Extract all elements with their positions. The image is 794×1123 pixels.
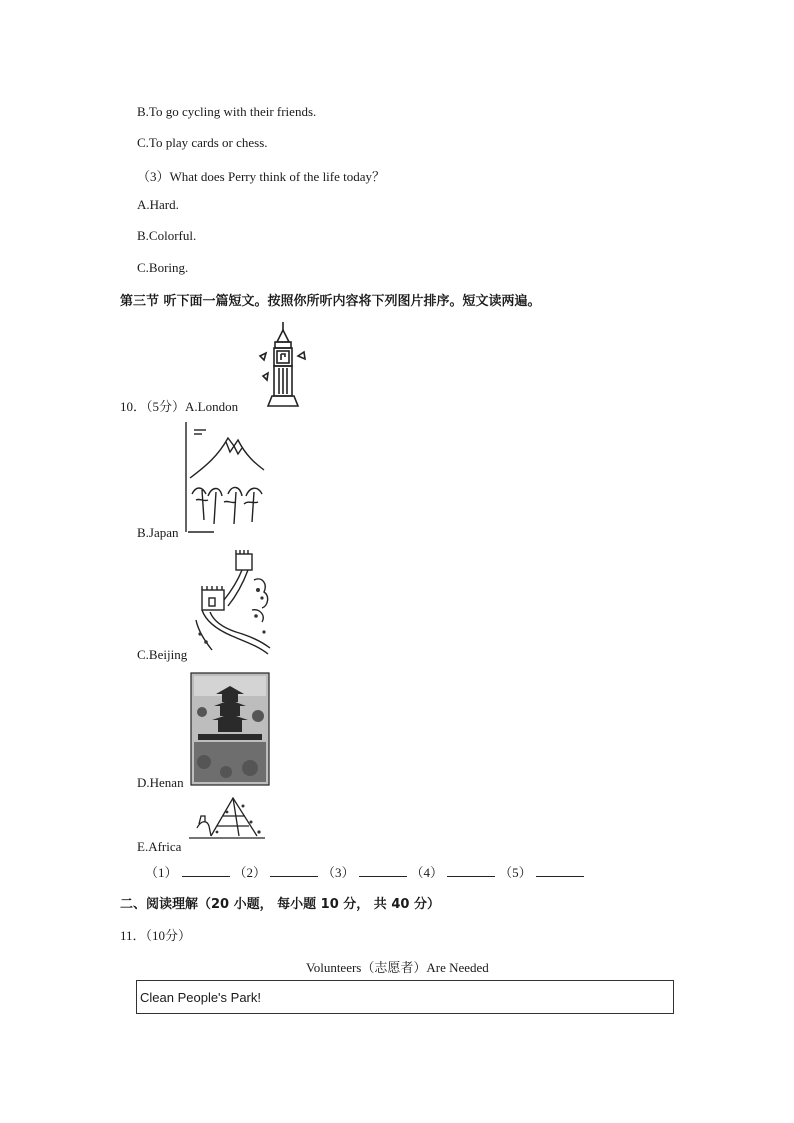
sub3-option-c: C.Boring.	[137, 260, 189, 275]
item-b-label: B.Japan	[137, 525, 179, 540]
blank-5-label: （5）	[499, 865, 532, 880]
pagoda-icon	[190, 672, 270, 786]
blank-5[interactable]	[536, 864, 584, 877]
option-b: B.To go cycling with their friends.	[137, 104, 317, 119]
question-11-number: 11．（10分）	[120, 928, 192, 943]
pyramid-icon	[187, 792, 267, 846]
blank-1-label: （1）	[145, 865, 178, 880]
item-c-label: C.Beijing	[137, 647, 188, 662]
item-a-label: A.London	[185, 399, 239, 414]
sub-question-3: （3）What does Perry think of the life today？	[137, 169, 386, 184]
great-wall-icon	[192, 550, 272, 658]
sub3-option-a: A.Hard.	[137, 197, 179, 212]
part-2-heading: 二、阅读理解（20 小题， 每小题 10 分， 共 40 分）	[120, 897, 440, 912]
blank-4[interactable]	[447, 864, 495, 877]
blank-2[interactable]	[270, 864, 318, 877]
blank-4-label: （4）	[410, 865, 444, 880]
answer-blanks-row	[145, 862, 588, 881]
option-c: C.To play cards or chess.	[137, 135, 268, 150]
item-d-label: D.Henan	[137, 775, 184, 790]
blank-1[interactable]	[182, 864, 230, 877]
blank-2-label: （2）	[233, 865, 267, 880]
section-3-heading: 第三节 听下面一篇短文。按照你所听内容将下列图片排序。短文读两遍。	[120, 294, 541, 309]
question-10-number	[120, 396, 238, 415]
notice-box-text: Clean People's Park!	[140, 990, 261, 1005]
item-e-label: E.Africa	[137, 839, 182, 854]
notice-box	[136, 980, 674, 1014]
passage-title: Volunteers（志愿者）Are Needed	[306, 960, 489, 975]
mount-fuji-icon	[184, 420, 266, 534]
blank-3-label: （3）	[322, 865, 355, 880]
big-ben-icon	[256, 320, 312, 410]
sub3-option-b: B.Colorful.	[137, 228, 197, 243]
question-number: 10．（5分）	[120, 399, 186, 414]
blank-3[interactable]	[359, 864, 407, 877]
